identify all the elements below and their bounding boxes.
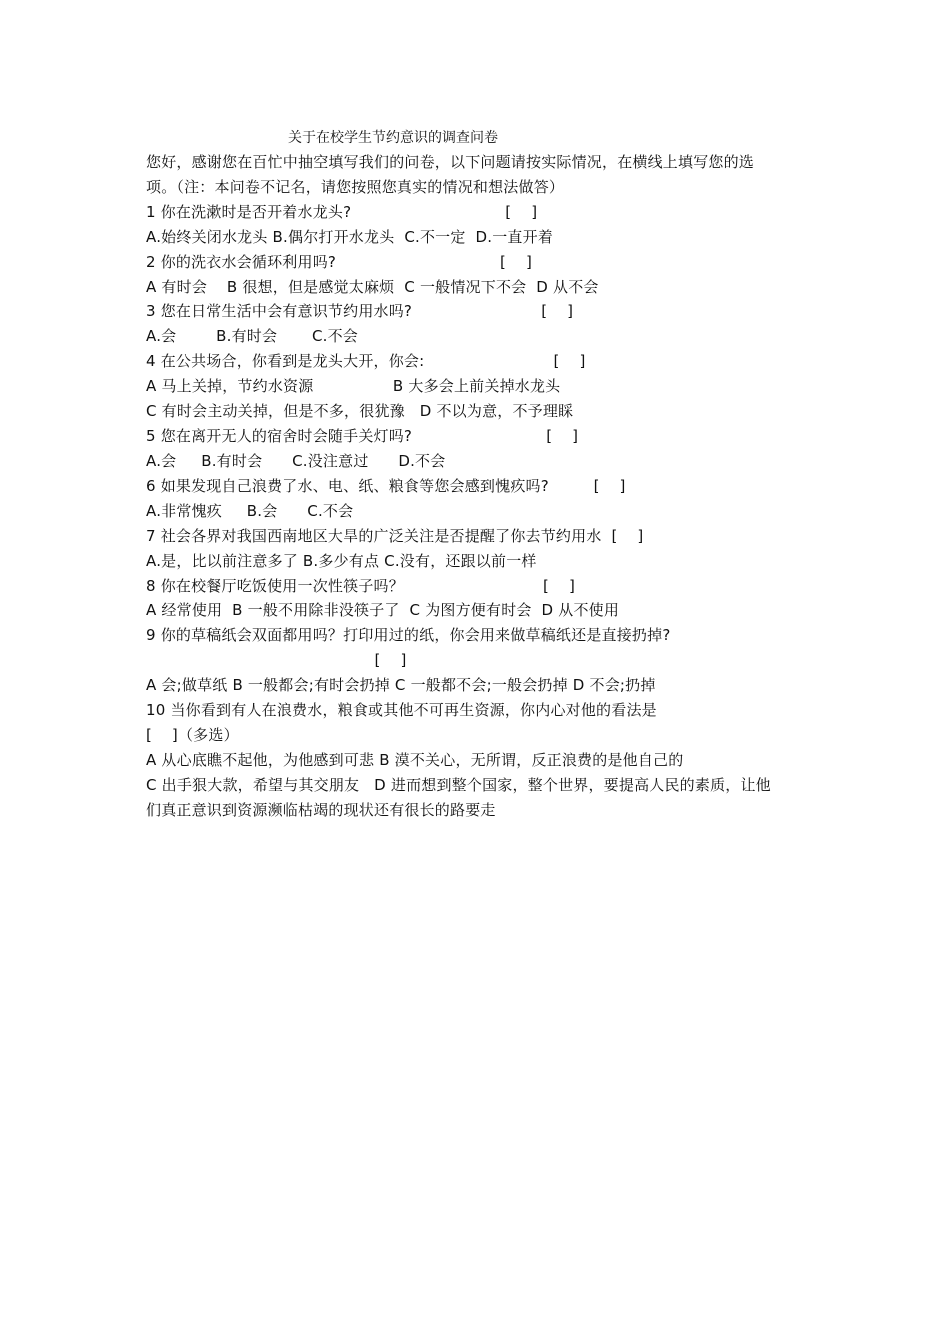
question-5-options: A.会 B.有时会 C.没注意过 D.不会 — [146, 452, 446, 470]
intro-line-2: 项。（注：本问卷不记名，请您按照您真实的情况和想法做答） — [146, 178, 565, 196]
question-2-options: A 有时会 B 很想，但是感觉太麻烦 C 一般情况下不会 D 从不会 — [146, 278, 599, 296]
question-6: 6 如果发现自己浪费了水、电、纸、粮食等您会感到愧疚吗? [ ] — [146, 477, 626, 495]
question-6-options: A.非常愧疚 B.会 C.不会 — [146, 502, 354, 520]
document-title: 关于在校学生节约意识的调查问卷 — [288, 130, 498, 146]
question-8: 8 你在校餐厅吃饭使用一次性筷子吗？ [ ] — [146, 577, 575, 595]
question-2: 2 你的洗衣水会循环利用吗? [ ] — [146, 253, 532, 271]
question-9-bracket: [ ] — [146, 651, 407, 669]
question-9: 9 你的草稿纸会双面都用吗？打印用过的纸，你会用来做草稿纸还是直接扔掉? — [146, 626, 671, 644]
question-4-options-1: A 马上关掉，节约水资源 B 大多会上前关掉水龙头 — [146, 377, 561, 395]
question-4: 4 在公共场合，你看到是龙头大开，你会: [ ] — [146, 352, 586, 370]
question-8-options: A 经常使用 B 一般不用除非没筷子了 C 为图方便有时会 D 从不使用 — [146, 601, 620, 619]
question-10: 10 当你看到有人在浪费水，粮食或其他不可再生资源，你内心对他的看法是 — [146, 701, 657, 719]
question-4-options-2: C 有时会主动关掉，但是不多，很犹豫 D 不以为意，不予理睬 — [146, 402, 574, 420]
question-10-bracket: [ ]（多选） — [146, 726, 239, 744]
question-3: 3 您在日常生活中会有意识节约用水吗? [ ] — [146, 302, 574, 320]
question-1-options: A.始终关闭水龙头 B.偶尔打开水龙头 C.不一定 D.一直开着 — [146, 228, 554, 246]
question-7: 7 社会各界对我国西南地区大旱的广泛关注是否提醒了你去节约用水 [ ] — [146, 527, 644, 545]
question-7-options: A.是，比以前注意多了 B.多少有点 C.没有，还跟以前一样 — [146, 552, 537, 570]
question-5: 5 您在离开无人的宿舍时会随手关灯吗? [ ] — [146, 427, 579, 445]
question-10-options-2: C 出手狠大款，希望与其交朋友 D 进而想到整个国家，整个世界，要提高人民的素质，让他 — [146, 776, 771, 794]
question-1: 1 你在洗漱时是否开着水龙头? [ ] — [146, 203, 538, 221]
question-9-options: A 会;做草纸 B 一般都会;有时会扔掉 C 一般都不会;一般会扔掉 D 不会;扔掉 — [146, 676, 656, 694]
question-10-options-1: A 从心底瞧不起他，为他感到可悲 B 漠不关心，无所谓，反正浪费的是他自己的 — [146, 751, 684, 769]
question-10-options-3: 们真正意识到资源濒临枯竭的现状还有很长的路要走 — [146, 801, 496, 819]
question-3-options: A.会 B.有时会 C.不会 — [146, 327, 358, 345]
intro-line-1: 您好，感谢您在百忙中抽空填写我们的问卷，以下问题请按实际情况，在横线上填写您的选 — [146, 153, 755, 171]
